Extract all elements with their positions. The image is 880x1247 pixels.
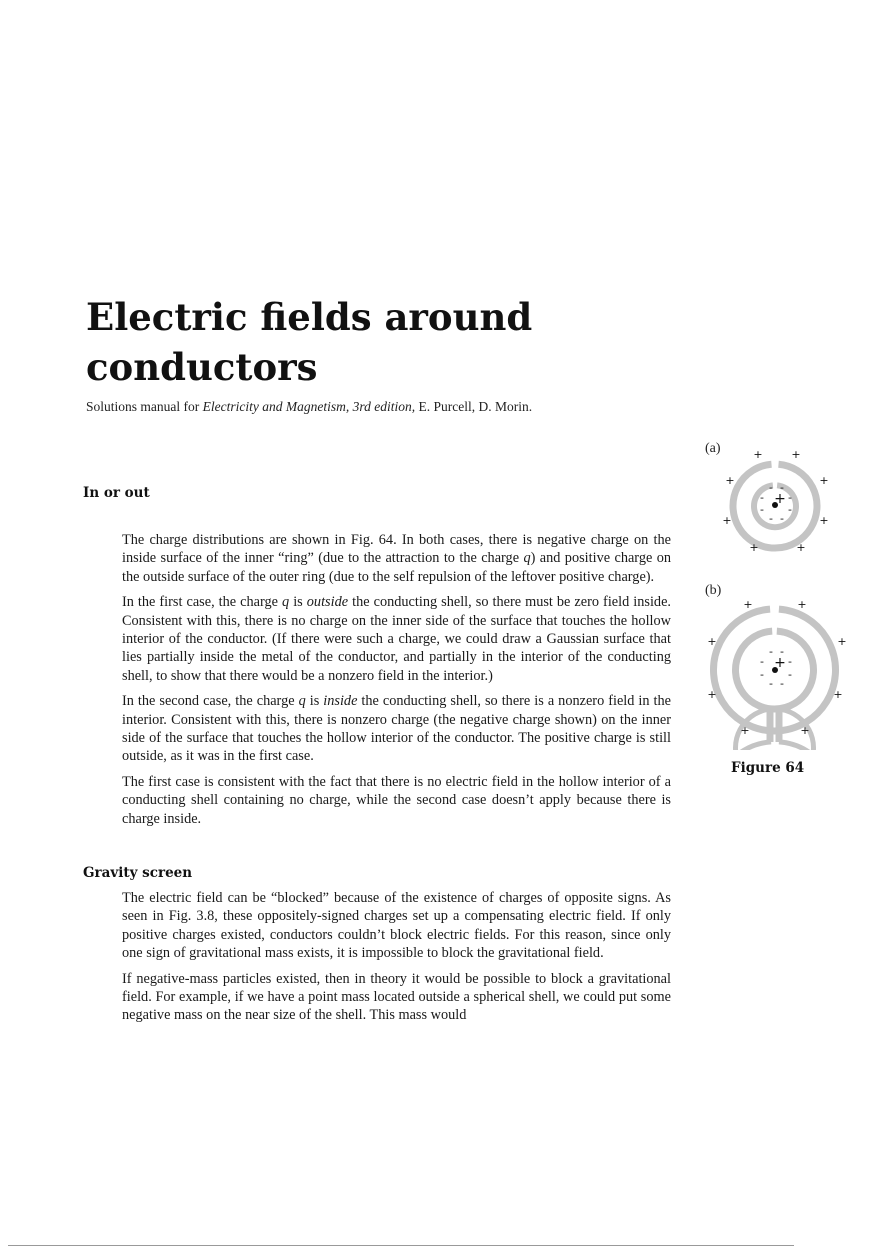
subtitle-prefix: Solutions manual for	[86, 399, 203, 414]
math-var: q	[298, 693, 306, 710]
plus-charge: +	[707, 688, 717, 701]
charge-q-plus: +	[774, 655, 786, 671]
minus-charge: -	[780, 481, 784, 494]
minus-charge: -	[760, 491, 764, 504]
page-title: Electric fields around conductors	[86, 295, 533, 389]
text-run: the conducting shell, so there must be zero field inside. Consistent with this, there is no charge on the inner side of the surface that touches the hollow interior of the conductor. (If there were such a charge, we could draw a Gaussian surface that lies partially inside the metal of the conductor, and partially in the interior of the conducting shell, to show that there would be a nonzero field in the interior.)	[122, 594, 672, 684]
plus-charge: +	[797, 598, 807, 611]
plus-charge: +	[833, 688, 843, 701]
paragraph: The electric field can be “blocked” because of the existence of charges of opposite signs. As seen in Fig. 3.8, these oppositely-signed charges set up a compensating electric field. If only positive charges existed, conductors couldn’t block electric fields. For this reason, since only one sign of gravitational mass exists, it is impossible to block the gravitational field.	[122, 890, 671, 962]
plus-charge: +	[837, 635, 847, 648]
figure-panel-b-label: (b)	[705, 583, 722, 598]
minus-charge: -	[788, 668, 792, 681]
emphasis: inside	[323, 693, 358, 710]
plus-charge: +	[791, 448, 801, 461]
minus-charge: -	[769, 481, 773, 494]
section-heading-gravity-screen: Gravity screen	[83, 865, 193, 881]
minus-charge: -	[760, 655, 764, 668]
plus-charge: +	[740, 724, 750, 737]
emphasis: outside	[306, 594, 349, 611]
charge-q-plus: +	[774, 491, 786, 507]
minus-charge: -	[788, 503, 792, 516]
plus-charge: +	[819, 514, 829, 527]
paragraph	[122, 692, 671, 766]
book-title: Electricity and Magnetism, 3rd edition,	[202, 399, 416, 414]
minus-charge: -	[780, 677, 784, 690]
plus-charge: +	[819, 474, 829, 487]
paragraph: The first case is consistent with the fact that there is no electric field in the hollow interior of a conducting shell containing no charge, while the second case doesn’t apply because there is charge inside.	[122, 773, 671, 827]
text-run: is	[289, 594, 307, 611]
paragraph	[122, 531, 671, 586]
plus-charge: +	[753, 448, 763, 461]
minus-charge: -	[760, 503, 764, 516]
plus-charge: +	[800, 724, 810, 737]
plus-charge: +	[749, 541, 759, 554]
minus-charge: -	[788, 491, 792, 504]
authors: E. Purcell, D. Morin.	[415, 399, 533, 414]
paragraph	[122, 593, 671, 685]
minus-charge: -	[769, 677, 773, 690]
plus-charge: +	[722, 514, 732, 527]
minus-charge: -	[760, 668, 764, 681]
text-run: In the first case, the charge	[122, 594, 283, 611]
figure-caption: Figure 64	[731, 760, 805, 776]
outer-ring-lower-stub	[714, 742, 836, 750]
text-run: The charge distributions are shown in Fig. 64. In both cases, there is negative charge on the inside surface of the inner “ring” (due to the attraction to the charge	[122, 532, 671, 567]
text-run: ) and positive charge on the outside surface of the outer ring (due to the self repulsion of the leftover positive charge).	[122, 550, 672, 585]
minus-charge: -	[788, 655, 792, 668]
section-heading-in-or-out: In or out	[83, 485, 150, 501]
minus-charge: -	[780, 512, 784, 525]
plus-charge: +	[743, 598, 753, 611]
minus-charge: -	[769, 512, 773, 525]
subtitle	[86, 399, 532, 415]
plus-charge: +	[725, 474, 735, 487]
text-run: the conducting shell, so there is a nonzero field in the interior. Consistent with this, there is nonzero charge (the negative charge shown) on the inner side of the surface that touches the hollow interior of the conductor. The positive charge is still outside, as it was in the first case.	[122, 693, 672, 765]
section-body-in-or-out	[122, 531, 671, 835]
text-run: In the second case, the charge	[122, 693, 299, 710]
plus-charge: +	[707, 635, 717, 648]
text-run: is	[305, 693, 324, 710]
minus-charge: -	[780, 645, 784, 658]
section-body-gravity-screen	[122, 889, 671, 1032]
math-var: q	[523, 550, 531, 567]
figure-64-panel-a	[700, 440, 850, 565]
footer-rule	[8, 1245, 794, 1246]
figure-64-panel-b	[700, 590, 855, 750]
plus-charge: +	[796, 541, 806, 554]
paragraph: If negative-mass particles existed, then in theory it would be possible to block a gravitational field. For example, if we have a point mass located outside a spherical shell, we could put some negative mass on the near size of the shell. This mass would	[122, 970, 671, 1024]
math-var: q	[282, 594, 290, 611]
minus-charge: -	[769, 645, 773, 658]
figure-panel-a-label: (a)	[705, 441, 721, 456]
